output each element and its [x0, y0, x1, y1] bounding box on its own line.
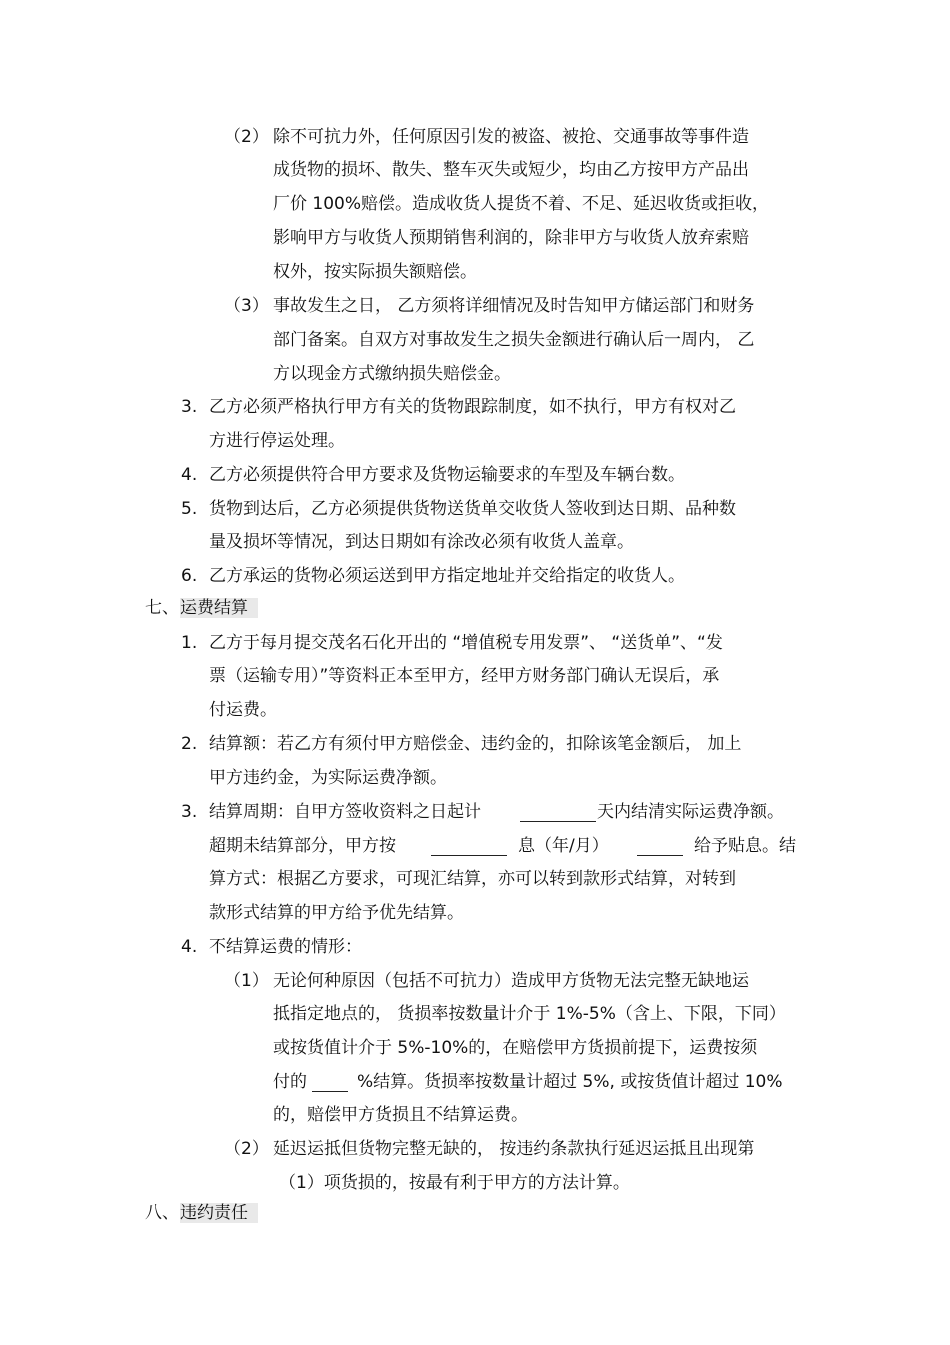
paragraph-line: 方以现金方式缴纳损失赔偿金。: [273, 364, 511, 384]
paragraph-line: 事故发生之日， 乙方须将详细情况及时告知甲方储运部门和财务: [273, 296, 755, 316]
paragraph-line: 成货物的损坏、散失、整车灭失或短少，均由乙方按甲方产品出: [273, 160, 749, 180]
paragraph-line: 厂价 100%赔偿。造成收货人提货不着、不足、延迟收货或拒收，: [273, 194, 770, 214]
section-number: 七、: [145, 598, 179, 618]
blank-field: [520, 802, 596, 822]
paragraph-line: 乙方必须提供符合甲方要求及货物运输要求的车型及车辆台数。: [209, 465, 685, 485]
paragraph-line: 的，赔偿甲方货损且不结算运费。: [273, 1105, 528, 1125]
blank-field: [637, 836, 683, 856]
paragraph-line: 超期未结算部分，甲方按: [209, 836, 396, 856]
paragraph-line: 乙方承运的货物必须运送到甲方指定地址并交给指定的收货人。: [209, 566, 685, 586]
paragraph-line: 延迟运抵但货物完整无缺的， 按违约条款执行延迟运抵且出现第: [273, 1139, 755, 1159]
paragraph-line: 乙方必须严格执行甲方有关的货物跟踪制度，如不执行，甲方有权对乙: [209, 397, 736, 417]
paragraph-line: 影响甲方与收货人预期销售利润的，除非甲方与收货人放弃索赔: [273, 228, 749, 248]
paragraph-line: 给予贴息。结: [694, 836, 796, 856]
item-number: 4.: [181, 937, 198, 957]
paragraph-line: 算方式：根据乙方要求，可现汇结算，亦可以转到款形式结算，对转到: [209, 869, 736, 889]
blank-field: [312, 1072, 348, 1092]
sub-item-number: （2）: [224, 127, 269, 147]
paragraph-line: 无论何种原因（包括不可抗力）造成甲方货物无法完整无缺地运: [273, 971, 749, 991]
paragraph-line: 或按货值计介于 5%-10%的，在赔偿甲方货损前提下，运费按须: [273, 1038, 758, 1058]
paragraph-line: 结算额：若乙方有须付甲方赔偿金、违约金的，扣除该笔金额后， 加上: [209, 734, 742, 754]
section-heading-text: 运费结算: [180, 598, 258, 618]
paragraph-line: 付的: [273, 1072, 307, 1092]
paragraph-line: 付运费。: [209, 700, 277, 720]
paragraph-line: 息（年/月）: [518, 836, 609, 856]
item-number: 2.: [181, 734, 198, 754]
item-number: 3.: [181, 397, 198, 417]
item-number: 1.: [181, 633, 198, 653]
paragraph-line: 票（运输专用）”等资料正本至甲方，经甲方财务部门确认无误后，承: [209, 666, 720, 686]
paragraph-line: 天内结清实际运费净额。: [597, 802, 784, 822]
paragraph-line: 除不可抗力外，任何原因引发的被盗、被抢、交通事故等事件造: [273, 127, 749, 147]
paragraph-line: （1）项货损的，按最有利于甲方的方法计算。: [279, 1173, 630, 1193]
paragraph-line: 甲方违约金，为实际运费净额。: [209, 768, 447, 788]
item-number: 4.: [181, 465, 198, 485]
paragraph-line: 不结算运费的情形：: [209, 937, 362, 957]
section-heading-text: 违约责任: [180, 1203, 258, 1223]
paragraph-line: 方进行停运处理。: [209, 431, 345, 451]
sub-item-number: （1）: [224, 971, 269, 991]
paragraph-line: 货物到达后，乙方必须提供货物送货单交收货人签收到达日期、品种数: [209, 499, 736, 519]
paragraph-line: 部门备案。自双方对事故发生之损失金额进行确认后一周内， 乙: [273, 330, 755, 350]
section-heading: [180, 598, 258, 618]
section-number: 八、: [145, 1203, 179, 1223]
item-number: 3.: [181, 802, 198, 822]
item-number: 6.: [181, 566, 198, 586]
paragraph-line: 权外，按实际损失额赔偿。: [273, 262, 477, 282]
paragraph-line: 抵指定地点的， 货损率按数量计介于 1%-5%（含上、下限，下同）: [273, 1004, 786, 1024]
paragraph-line: 款形式结算的甲方给予优先结算。: [209, 903, 464, 923]
paragraph-line: 量及损坏等情况，到达日期如有涂改必须有收货人盖章。: [209, 532, 634, 552]
blank-field: [431, 836, 507, 856]
paragraph-line: %结算。货损率按数量计超过 5%, 或按货值计超过 10%: [357, 1072, 783, 1092]
sub-item-number: （2）: [224, 1139, 269, 1159]
item-number: 5.: [181, 499, 198, 519]
paragraph-line: 乙方于每月提交茂名石化开出的 “增值税专用发票”、 “送货单”、“发: [209, 633, 723, 653]
paragraph-line: 结算周期：自甲方签收资料之日起计: [209, 802, 481, 822]
section-heading: [180, 1203, 258, 1223]
sub-item-number: （3）: [224, 296, 269, 316]
